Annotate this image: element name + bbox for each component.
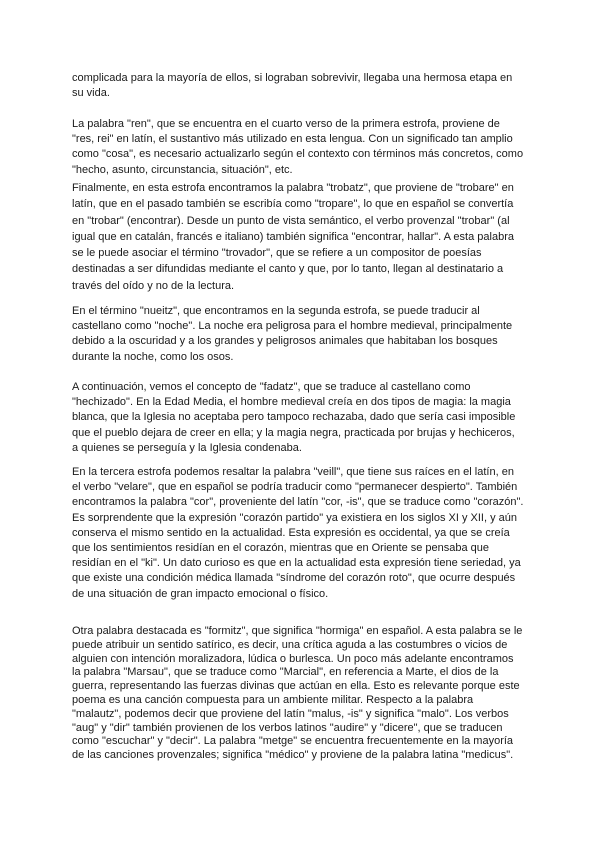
text-line: su vida. xyxy=(72,87,110,100)
text-line: "aug" y "dir" también provienen de los verbos latinos "audire" y "dicere", que se traducen xyxy=(72,721,503,734)
text-line: en "trobar" (encontrar). Desde un punto de vista semántico, el verbo provenzal "trobar" (al xyxy=(72,214,510,227)
text-line: poema es una canción compuesta para un ambiente militar. Respecto a la palabra xyxy=(72,693,474,706)
text-line: latín, que en el pasado también se escribía como "tropare", lo que en español se convertía xyxy=(72,198,514,211)
text-line: Finalmente, en esta estrofa encontramos la palabra "trobatz", que proviene de "trobare" en xyxy=(72,182,514,194)
text-line: destinadas a ser difundidas mediante el canto y que, por lo tanto, llegan al destinatario a xyxy=(72,263,504,276)
text-line: alguien con intención moralizadora, lúdica o burlesca. Un poco más adelante encontramos xyxy=(72,652,514,665)
text-line: puede atribuir un sentido satírico, es decir, una crítica aguda a las costumbres o vicios de xyxy=(72,638,508,651)
text-line: guerra, representando las fuerzas divinas que actúan en ella. Esto es relevante porque este xyxy=(72,680,520,693)
paragraph-fadatz xyxy=(72,380,552,456)
text-line: "malautz", podemos decir que proviene del latín "malus, -is" y significa "malo". Los verbos xyxy=(72,707,509,720)
paragraph-formitz xyxy=(72,625,552,763)
text-line: "hechizado". En la Edad Media, el hombre medieval creía en dos tipos de magia: la magia xyxy=(72,396,511,409)
text-line: A continuación, vemos el concepto de "fadatz", que se traduce al castellano como xyxy=(72,381,471,393)
text-line: como "escuchar" y "decir". La palabra "metge" se encuentra frecuentemente en la mayoría xyxy=(72,735,514,748)
paragraph-trobatz xyxy=(72,180,552,294)
text-line: que el pueblo dejara de creer en ella; y la magia negra, practicada por brujas y hechiceros, xyxy=(72,426,515,439)
text-line: "res, rei" en latín, el sustantivo más utilizado en esta lengua. Con un significado tan amplio xyxy=(72,133,513,146)
text-line: Otra palabra destacada es "formitz", que significa "hormiga" en español. A esta palabra se le xyxy=(72,625,523,637)
text-line: "hecho, asunto, circunstancia, situación", etc. xyxy=(72,163,293,176)
text-line: el verbo "velare", que en español se podría traducir como "permanecer despierto". También xyxy=(72,481,518,494)
text-line: igual que en catalán, francés e italiano) también significa "encontrar, hallar". A esta palabra xyxy=(72,230,514,243)
text-line: En la tercera estrofa podemos resaltar la palabra "veill", que tiene sus raíces en el latín, en xyxy=(72,466,514,478)
text-line: conserva el mismo sentido en la actualidad. Esta expresión es occidental, ya que se creía xyxy=(72,526,510,539)
text-line: castellano como "noche". La noche era peligrosa para el hombre medieval, principalmente xyxy=(72,320,513,333)
text-line: La palabra "ren", que se encuentra en el cuarto verso de la primera estrofa, proviene de xyxy=(72,118,500,130)
text-line: de una situación de gran impacto emocional o físico. xyxy=(72,587,329,600)
text-line: la palabra "Marsau", que se traduce como "Marcial", en referencia a Marte, el dios de la xyxy=(72,666,499,679)
paragraph-ren xyxy=(72,117,552,178)
paragraph-1 xyxy=(72,71,552,101)
text-line: residían en el "ki". Un dato curioso es que en la actualidad esta expresión tiene seriedad, ya xyxy=(72,557,521,570)
text-line: que los sentimientos residían en el corazón, mientras que en Oriente se pensaba que xyxy=(72,541,490,554)
paragraph-nueitz xyxy=(72,304,552,365)
text-line: debido a la oscuridad y a los grandes y peligrosos animales que habitaban los bosques xyxy=(72,335,498,348)
text-line: se le puede asociar el término "trovador", que se refiere a un compositor de poesías xyxy=(72,247,482,260)
text-line: durante la noche, como los osos. xyxy=(72,350,234,363)
text-line: como "cosa", es necesario actualizarlo según el contexto con términos más concretos, como xyxy=(72,148,524,161)
text-line: de las canciones provenzales; significa "médico" y proviene de la palabra latina "medicus". xyxy=(72,749,514,762)
text-line: a quienes se perseguía y la Iglesia condenaba. xyxy=(72,441,302,454)
text-line: encontramos la palabra "cor", proveniente del latín "cor, -is", que se traduce como "corazón". xyxy=(72,496,524,509)
text-line: que existe una condición médica llamada "síndrome del corazón roto", que ocurre después xyxy=(72,572,516,585)
text-line: complicada para la mayoría de ellos, si lograban sobrevivir, llegaba una hermosa etapa en xyxy=(72,72,513,84)
text-line: blanca, que la Iglesia no aceptaba pero tampoco rechazaba, dado que sería casi imposible xyxy=(72,411,516,424)
text-line: En el término "nueitz", que encontramos en la segunda estrofa, se puede traducir al xyxy=(72,305,480,317)
text-line: Es sorprendente que la expresión "corazón partido" ya existiera en los siglos XI y XII, y aún xyxy=(72,511,517,524)
text-line: través del oído y no de la lectura. xyxy=(72,279,235,292)
paragraph-veill xyxy=(72,465,552,602)
